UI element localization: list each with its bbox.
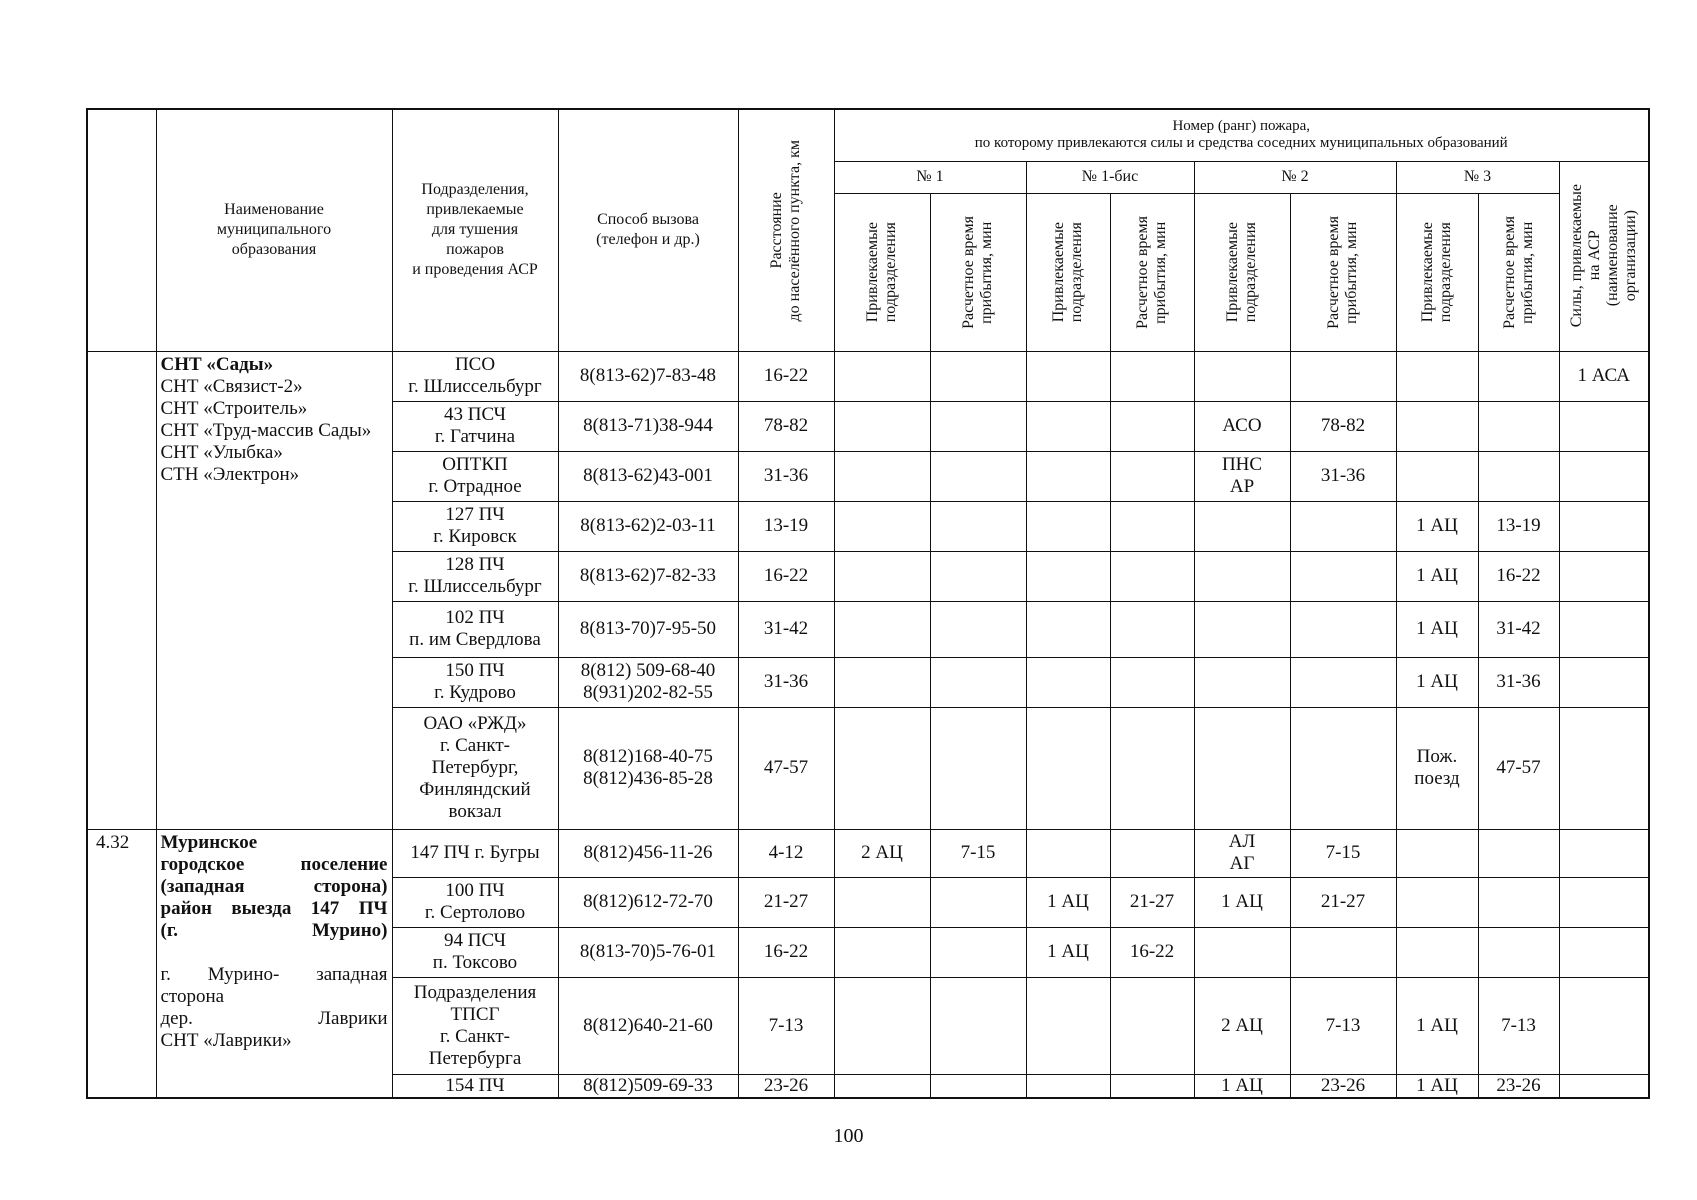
rank1bis-units-cell: 1 АЦ (1026, 927, 1110, 977)
distance-cell: 16-22 (738, 551, 834, 601)
distance-cell: 78-82 (738, 401, 834, 451)
header-rank-1bis: № 1-бис (1026, 161, 1194, 193)
asr-cell (1559, 551, 1649, 601)
phone-cell: 8(813-62)2-03-11 (558, 501, 738, 551)
rank3-time-cell: 7-13 (1478, 977, 1559, 1074)
rank3-time-cell: 31-36 (1478, 657, 1559, 707)
rank1-time-cell (930, 451, 1026, 501)
phone-cell: 8(813-62)43-001 (558, 451, 738, 501)
asr-cell: 1 АСА (1559, 351, 1649, 401)
header-r2-units: Привлекаемые подразделения (1194, 193, 1290, 351)
rank1-time-cell (930, 927, 1026, 977)
asr-cell (1559, 977, 1649, 1074)
rank2-units-cell (1194, 501, 1290, 551)
rank3-time-cell: 16-22 (1478, 551, 1559, 601)
rank3-units-cell: Пож. поезд (1396, 707, 1478, 829)
rank3-time-cell (1478, 451, 1559, 501)
phone-cell: 8(813-62)7-83-48 (558, 351, 738, 401)
header-r3-units: Привлекаемые подразделения (1396, 193, 1478, 351)
asr-cell (1559, 657, 1649, 707)
rank2-units-cell (1194, 601, 1290, 657)
distance-cell: 47-57 (738, 707, 834, 829)
rank1bis-units-cell (1026, 1074, 1110, 1098)
rank1bis-units-cell: 1 АЦ (1026, 877, 1110, 927)
rank1bis-time-cell (1110, 977, 1194, 1074)
rank3-units-cell (1396, 401, 1478, 451)
rank2-time-cell (1290, 351, 1396, 401)
table-row (87, 829, 1649, 877)
rank2-time-cell: 78-82 (1290, 401, 1396, 451)
unit-cell: 100 ПЧ г. Сертолово (392, 877, 558, 927)
rank1bis-time-cell: 16-22 (1110, 927, 1194, 977)
rank1bis-units-cell (1026, 451, 1110, 501)
rank1bis-units-cell (1026, 401, 1110, 451)
unit-cell: 154 ПЧ (392, 1074, 558, 1098)
rank1bis-units-cell (1026, 601, 1110, 657)
header-distance: Расстояние до населённого пункта, км (738, 109, 834, 351)
asr-cell (1559, 601, 1649, 657)
unit-cell: 147 ПЧ г. Бугры (392, 829, 558, 877)
header-r2-time: Расчетное время прибытия, мин (1290, 193, 1396, 351)
distance-cell: 21-27 (738, 877, 834, 927)
municipality-title: Муринское городское поселение (западная сторона) район выезда 147 ПЧ (г. Мурино) (160, 831, 388, 941)
phone-cell: 8(813-70)7-95-50 (558, 601, 738, 657)
rank1-time-cell (930, 977, 1026, 1074)
rank2-time-cell: 7-15 (1290, 829, 1396, 877)
rank3-time-cell: 31-42 (1478, 601, 1559, 657)
rank3-units-cell: 1 АЦ (1396, 551, 1478, 601)
rank1bis-units-cell (1026, 501, 1110, 551)
rank3-time-cell: 13-19 (1478, 501, 1559, 551)
rank1-units-cell (834, 707, 930, 829)
header-asr-forces: Силы, привлекаемые на АСР (наименование организации) (1559, 161, 1649, 351)
rank1-units-cell: 2 АЦ (834, 829, 930, 877)
header-rank-title: Номер (ранг) пожара, по которому привлекаются силы и средства соседних муниципальных образований (834, 109, 1649, 161)
rank2-time-cell: 7-13 (1290, 977, 1396, 1074)
section2-municipality-name (156, 829, 392, 1098)
header-municipality: Наименование муниципального образования (156, 109, 392, 351)
rank2-units-cell: АСО (1194, 401, 1290, 451)
phone-cell: 8(813-71)38-944 (558, 401, 738, 451)
rank1bis-units-cell (1026, 657, 1110, 707)
rank2-time-cell: 23-26 (1290, 1074, 1396, 1098)
rank1-time-cell: 7-15 (930, 829, 1026, 877)
phone-cell: 8(812)612-72-70 (558, 877, 738, 927)
rank1-time-cell (930, 707, 1026, 829)
rank1bis-units-cell (1026, 351, 1110, 401)
rank1bis-time-cell (1110, 551, 1194, 601)
rank1bis-time-cell (1110, 707, 1194, 829)
rank1bis-time-cell (1110, 401, 1194, 451)
section1-number (87, 351, 156, 829)
rank1bis-units-cell (1026, 977, 1110, 1074)
distance-cell: 16-22 (738, 927, 834, 977)
rank2-units-cell (1194, 657, 1290, 707)
rank2-time-cell: 21-27 (1290, 877, 1396, 927)
rank2-time-cell (1290, 657, 1396, 707)
phone-cell: 8(812)456-11-26 (558, 829, 738, 877)
phone-cell: 8(812)168-40-75 8(812)436-85-28 (558, 707, 738, 829)
rank1bis-units-cell (1026, 551, 1110, 601)
rank1-time-cell (930, 501, 1026, 551)
rank3-time-cell: 23-26 (1478, 1074, 1559, 1098)
unit-cell: ОАО «РЖД» г. Санкт- Петербург, Финляндский вокзал (392, 707, 558, 829)
rank1-time-cell (930, 877, 1026, 927)
rank2-time-cell (1290, 707, 1396, 829)
header-r1-time: Расчетное время прибытия, мин (930, 193, 1026, 351)
rank3-units-cell: 1 АЦ (1396, 657, 1478, 707)
rank1-units-cell (834, 601, 930, 657)
rank1bis-time-cell (1110, 501, 1194, 551)
table-row (87, 351, 1649, 401)
rank2-units-cell (1194, 351, 1290, 401)
rank2-time-cell: 31-36 (1290, 451, 1396, 501)
rank1-units-cell (834, 877, 930, 927)
asr-cell (1559, 1074, 1649, 1098)
rank2-units-cell (1194, 707, 1290, 829)
rank1bis-time-cell (1110, 601, 1194, 657)
rank3-units-cell: 1 АЦ (1396, 601, 1478, 657)
distance-cell: 31-36 (738, 451, 834, 501)
rank3-time-cell: 47-57 (1478, 707, 1559, 829)
rank1-units-cell (834, 401, 930, 451)
rank3-time-cell (1478, 351, 1559, 401)
distance-cell: 7-13 (738, 977, 834, 1074)
rank3-units-cell: 1 АЦ (1396, 501, 1478, 551)
rank1bis-time-cell: 21-27 (1110, 877, 1194, 927)
rank2-units-cell: 1 АЦ (1194, 1074, 1290, 1098)
rank3-time-cell (1478, 877, 1559, 927)
rank2-units-cell: АЛ АГ (1194, 829, 1290, 877)
fire-response-table (86, 108, 1650, 1099)
rank1-time-cell (930, 351, 1026, 401)
unit-cell: 43 ПСЧ г. Гатчина (392, 401, 558, 451)
rank1-units-cell (834, 551, 930, 601)
settlement-list: г. Мурино- западная сторона дер. Лаврики СНТ «Лаврики» (160, 963, 388, 1051)
rank3-units-cell (1396, 829, 1478, 877)
header-call-method: Способ вызова (телефон и др.) (558, 109, 738, 351)
rank1-units-cell (834, 501, 930, 551)
header-rank-2: № 2 (1194, 161, 1396, 193)
header-units: Подразделения, привлекаемые для тушения пожаров и проведения АСР (392, 109, 558, 351)
rank3-time-cell (1478, 401, 1559, 451)
rank1-units-cell (834, 451, 930, 501)
rank1bis-time-cell (1110, 657, 1194, 707)
rank2-units-cell: ПНС АР (1194, 451, 1290, 501)
unit-cell: 128 ПЧ г. Шлиссельбург (392, 551, 558, 601)
unit-cell: 102 ПЧ п. им Свердлова (392, 601, 558, 657)
rank1-units-cell (834, 927, 930, 977)
unit-cell: Подразделения ТПСГ г. Санкт- Петербурга (392, 977, 558, 1074)
asr-cell (1559, 451, 1649, 501)
rank3-units-cell: 1 АЦ (1396, 1074, 1478, 1098)
header-rank-3: № 3 (1396, 161, 1559, 193)
rank2-time-cell (1290, 551, 1396, 601)
distance-cell: 4-12 (738, 829, 834, 877)
rank1-time-cell (930, 401, 1026, 451)
rank2-units-cell: 1 АЦ (1194, 877, 1290, 927)
unit-cell: 150 ПЧ г. Кудрово (392, 657, 558, 707)
rank1-time-cell (930, 1074, 1026, 1098)
phone-cell: 8(813-70)5-76-01 (558, 927, 738, 977)
rank3-units-cell (1396, 451, 1478, 501)
rank1-time-cell (930, 551, 1026, 601)
asr-cell (1559, 829, 1649, 877)
asr-cell (1559, 927, 1649, 977)
settlement-list: СНТ «Сады» СНТ «Связист-2» СНТ «Строитель» СНТ «Труд-массив Сады» СНТ «Улыбка» СТН «Электрон» (160, 353, 372, 485)
asr-cell (1559, 501, 1649, 551)
rank3-time-cell (1478, 927, 1559, 977)
rank3-units-cell: 1 АЦ (1396, 977, 1478, 1074)
rank1bis-time-cell (1110, 451, 1194, 501)
rank1bis-units-cell (1026, 707, 1110, 829)
header-r1bis-units: Привлекаемые подразделения (1026, 193, 1110, 351)
header-r1bis-time: Расчетное время прибытия, мин (1110, 193, 1194, 351)
section2-number: 4.32 (87, 829, 156, 1098)
phone-cell: 8(812) 509-68-40 8(931)202-82-55 (558, 657, 738, 707)
rank3-units-cell (1396, 927, 1478, 977)
rank2-units-cell (1194, 927, 1290, 977)
rank1bis-time-cell (1110, 351, 1194, 401)
distance-cell: 16-22 (738, 351, 834, 401)
rank3-units-cell (1396, 351, 1478, 401)
rank1-units-cell (834, 351, 930, 401)
unit-cell: ОПТКП г. Отрадное (392, 451, 558, 501)
header-r1-units: Привлекаемые подразделения (834, 193, 930, 351)
distance-cell: 13-19 (738, 501, 834, 551)
rank2-units-cell: 2 АЦ (1194, 977, 1290, 1074)
distance-cell: 31-36 (738, 657, 834, 707)
table-body (87, 351, 1649, 1098)
unit-cell: ПСО г. Шлиссельбург (392, 351, 558, 401)
header-rank-1: № 1 (834, 161, 1026, 193)
section1-municipality-name (156, 351, 392, 829)
distance-cell: 31-42 (738, 601, 834, 657)
rank1bis-time-cell (1110, 829, 1194, 877)
rank1-time-cell (930, 601, 1026, 657)
rank2-units-cell (1194, 551, 1290, 601)
header-r3-time: Расчетное время прибытия, мин (1478, 193, 1559, 351)
asr-cell (1559, 707, 1649, 829)
asr-cell (1559, 401, 1649, 451)
header-number (87, 109, 156, 351)
rank2-time-cell (1290, 601, 1396, 657)
rank2-time-cell (1290, 501, 1396, 551)
unit-cell: 127 ПЧ г. Кировск (392, 501, 558, 551)
rank1-units-cell (834, 977, 930, 1074)
rank1bis-units-cell (1026, 829, 1110, 877)
rank1-units-cell (834, 1074, 930, 1098)
rank2-time-cell (1290, 927, 1396, 977)
page-number: 100 (833, 1125, 864, 1147)
unit-cell: 94 ПСЧ п. Токсово (392, 927, 558, 977)
distance-cell: 23-26 (738, 1074, 834, 1098)
rank1bis-time-cell (1110, 1074, 1194, 1098)
rank3-time-cell (1478, 829, 1559, 877)
rank3-units-cell (1396, 877, 1478, 927)
rank1-time-cell (930, 657, 1026, 707)
phone-cell: 8(812)509-69-33 (558, 1074, 738, 1098)
phone-cell: 8(813-62)7-82-33 (558, 551, 738, 601)
asr-cell (1559, 877, 1649, 927)
rank1-units-cell (834, 657, 930, 707)
phone-cell: 8(812)640-21-60 (558, 977, 738, 1074)
